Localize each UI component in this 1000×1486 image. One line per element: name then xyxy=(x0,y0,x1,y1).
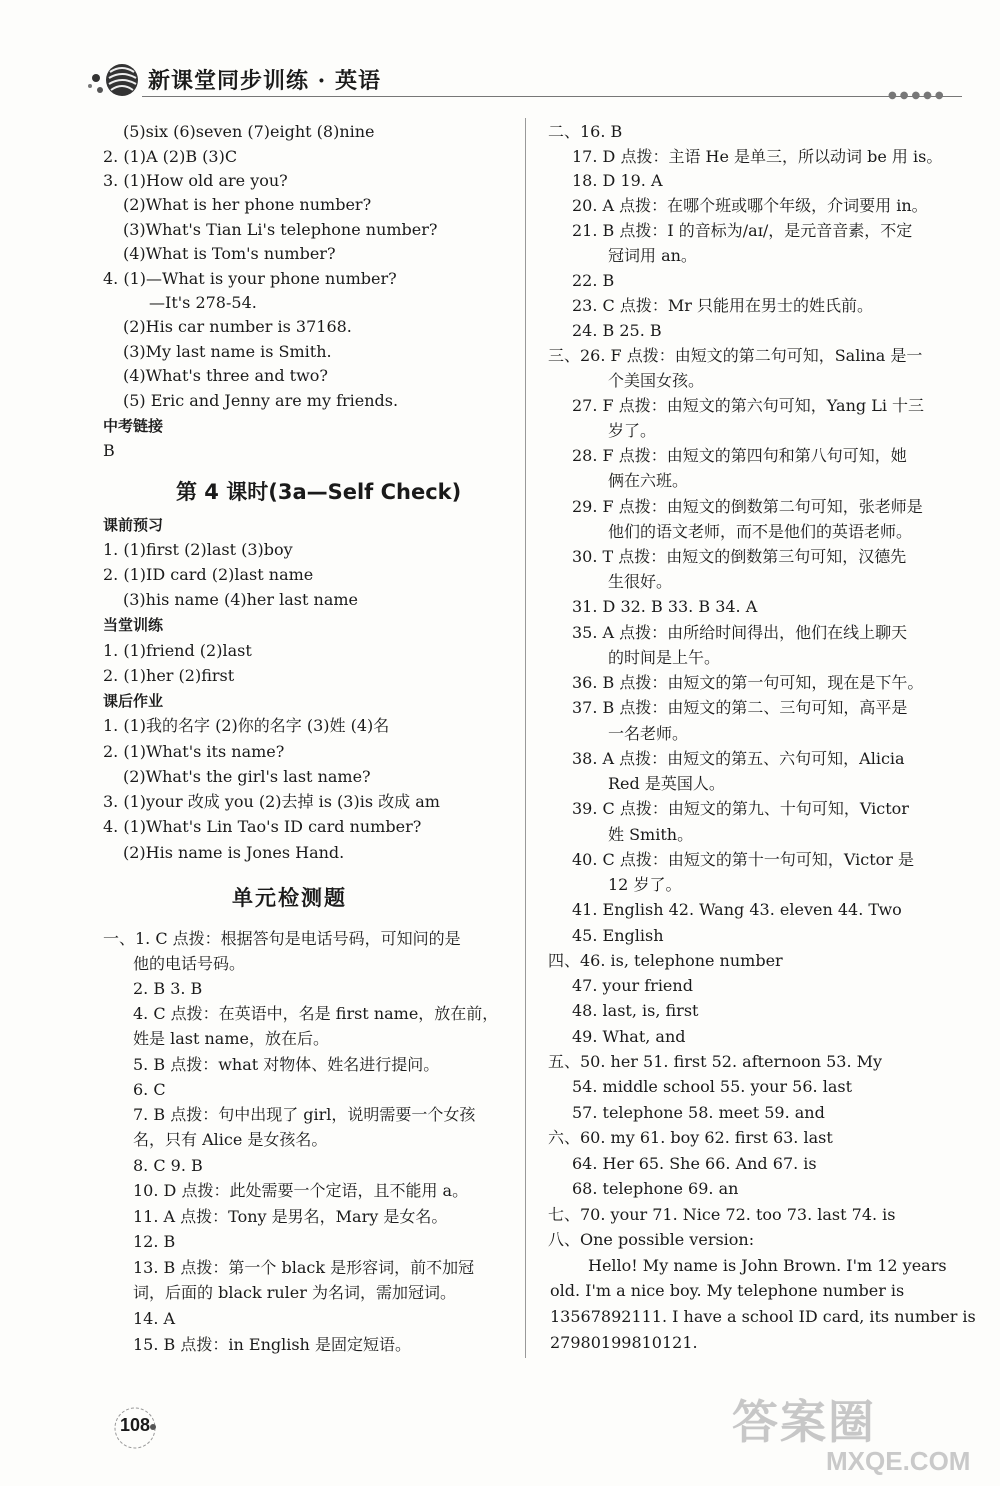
answer-line: 57. telephone 58. meet 59. and xyxy=(572,1103,825,1122)
answer-line: 八、One possible version: xyxy=(548,1230,755,1249)
answer-line: 七、70. your 71. Nice 72. too 73. last 74. is xyxy=(548,1205,896,1224)
section-label: 当堂训练 xyxy=(103,616,164,634)
answer-line: 他们的语文老师，而不是他们的英语老师。 xyxy=(608,522,913,541)
watermark-logo-text: 答案圈 xyxy=(732,1395,876,1449)
answer-line: 2. (1)her (2)first xyxy=(103,666,235,685)
answer-line: (2)What's the girl's last name? xyxy=(123,767,371,786)
answer-line: 41. English 42. Wang 43. eleven 44. Two xyxy=(572,900,902,919)
header-title: 新课堂同步训练 · 英语 xyxy=(148,68,381,94)
answer-line: 29. F 点拨：由短文的倒数第二句可知，张老师是 xyxy=(572,497,923,516)
page-header xyxy=(80,58,960,102)
answer-line: 12 岁了。 xyxy=(608,875,682,894)
answer-line: 7. B 点拨：句中出现了 girl，说明需要一个女孩 xyxy=(133,1105,476,1124)
answer-line: (2)His car number is 37168. xyxy=(123,317,352,336)
answer-line: 22. B xyxy=(572,271,615,290)
answer-line: (2)What is her phone number? xyxy=(123,195,372,214)
answer-line: 35. A 点拨：由所给时间得出，他们在线上聊天 xyxy=(572,623,908,642)
answer-line: 31. D 32. B 33. B 34. A xyxy=(572,597,758,616)
answer-line: (3)What's Tian Li's telephone number? xyxy=(123,220,438,239)
answer-line: 27980199810121. xyxy=(550,1333,698,1352)
answer-line: (5) Eric and Jenny are my friends. xyxy=(123,391,399,410)
answer-line: 个美国女孩。 xyxy=(608,371,705,390)
answer-line: 俩在六班。 xyxy=(608,471,689,490)
answer-line: 4. (1)—What is your phone number? xyxy=(103,269,397,288)
watermark xyxy=(718,1386,980,1478)
answer-line: 四、46. is, telephone number xyxy=(548,951,783,970)
section-label: 课后作业 xyxy=(103,692,164,710)
answer-line: 36. B 点拨：由短文的第一句可知，现在是下午。 xyxy=(572,673,924,692)
answer-line: (5)six (6)seven (7)eight (8)nine xyxy=(123,122,375,141)
answer-line: 一名老师。 xyxy=(608,724,689,743)
page-number xyxy=(112,1405,158,1451)
answer-line: 5. B 点拨：what 对物体、姓名进行提问。 xyxy=(133,1055,440,1074)
answer-line: 17. D 点拨：主语 He 是单三，所以动词 be 用 is。 xyxy=(572,147,943,166)
answer-line: 4. (1)What's Lin Tao's ID card number? xyxy=(103,817,422,836)
answer-line: —It's 278-54. xyxy=(149,293,257,312)
answer-line: 13567892111. I have a school ID card, its number is xyxy=(550,1307,976,1326)
answer-line: 28. F 点拨：由短文的第四句和第八句可知，她 xyxy=(572,446,907,465)
section-label: 课前预习 xyxy=(103,516,164,534)
answer-line: 他的电话号码。 xyxy=(133,954,246,973)
header-dots: ●●●●● xyxy=(888,90,947,101)
answer-line: 20. A 点拨：在哪个班或哪个年级，介词要用 in。 xyxy=(572,196,928,215)
answer-line: Red 是英国人。 xyxy=(608,774,725,793)
answer-line: 23. C 点拨：Mr 只能用在男士的姓氏前。 xyxy=(572,296,873,315)
answer-line: (4)What is Tom's number? xyxy=(123,244,336,263)
lesson-heading: 第 4 课时(3a—Self Check) xyxy=(176,480,462,504)
answer-line: 54. middle school 55. your 56. last xyxy=(572,1077,852,1096)
answer-line: 3. (1)your 改成 you (2)去掉 is (3)is 改成 am xyxy=(103,792,440,811)
answer-line: 8. C 9. B xyxy=(133,1156,203,1175)
answer-line: 47. your friend xyxy=(572,976,693,995)
answer-line: 38. A 点拨：由短文的第五、六句可知，Alicia xyxy=(572,749,905,768)
answer-line: 词，后面的 black ruler 为名词，需加冠词。 xyxy=(133,1283,457,1302)
answer-line: 15. B 点拨：in English 是固定短语。 xyxy=(133,1335,411,1354)
answer-line: 48. last, is, first xyxy=(572,1001,699,1020)
answer-line: B xyxy=(103,441,115,460)
answer-line: 27. F 点拨：由短文的第六句可知，Yang Li 十三 xyxy=(572,396,925,415)
section-label: 中考链接 xyxy=(103,417,164,435)
answer-line: 1. (1)我的名字 (2)你的名字 (3)姓 (4)名 xyxy=(103,716,390,735)
answer-line: 岁了。 xyxy=(608,421,657,440)
answer-line: 64. Her 65. She 66. And 67. is xyxy=(572,1154,817,1173)
answer-line: 30. T 点拨：由短文的倒数第三句可知，汉德先 xyxy=(572,547,907,566)
answer-line: 49. What, and xyxy=(572,1027,686,1046)
answer-line: 姓 Smith。 xyxy=(608,825,694,844)
answer-line: (2)His name is Jones Hand. xyxy=(123,843,345,862)
answer-line: 姓是 last name，放在后。 xyxy=(133,1029,329,1048)
answer-line: 2. (1)ID card (2)last name xyxy=(103,565,314,584)
answer-line: 39. C 点拨：由短文的第九、十句可知，Victor xyxy=(572,799,909,818)
answer-line: (3)his name (4)her last name xyxy=(123,590,358,609)
answer-line: 二、16. B xyxy=(548,122,623,141)
answer-line: 五、50. her 51. first 52. afternoon 53. My xyxy=(548,1052,883,1071)
answer-line: 13. B 点拨：第一个 black 是形容词，前不加冠 xyxy=(133,1258,475,1277)
answer-line: 2. (1)What's its name? xyxy=(103,742,285,761)
unit-test-heading: 单元检测题 xyxy=(232,886,347,910)
column-divider xyxy=(525,118,526,1358)
answer-line: 冠词用 an。 xyxy=(608,246,697,265)
answer-line: 37. B 点拨：由短文的第二、三句可知，高平是 xyxy=(572,698,908,717)
answer-line: old. I'm a nice boy. My telephone number is xyxy=(550,1281,905,1300)
answer-line: 1. (1)friend (2)last xyxy=(103,641,252,660)
answer-line: 6. C xyxy=(133,1080,166,1099)
answer-line: 2. B 3. B xyxy=(133,979,203,998)
answer-line: 生很好。 xyxy=(608,572,673,591)
answer-line: 14. A xyxy=(133,1309,176,1328)
answer-line: 2. (1)A (2)B (3)C xyxy=(103,147,238,166)
answer-line: 一、1. C 点拨：根据答句是电话号码，可知问的是 xyxy=(103,929,461,948)
answer-line: 的时间是上午。 xyxy=(608,648,721,667)
book-logo-icon xyxy=(84,60,140,100)
answer-line: 68. telephone 69. an xyxy=(572,1179,739,1198)
header-rule xyxy=(142,96,962,97)
answer-line: 六、60. my 61. boy 62. first 63. last xyxy=(548,1128,833,1147)
answer-line: (3)My last name is Smith. xyxy=(123,342,332,361)
answer-line: 21. B 点拨：I 的音标为/aɪ/，是元音音素，不定 xyxy=(572,221,913,240)
answer-line: 10. D 点拨：此处需要一个定语，且不能用 a。 xyxy=(133,1181,469,1200)
watermark-url: MXQE.COM xyxy=(826,1446,971,1476)
page-number-text: 108 xyxy=(120,1415,151,1435)
answer-line: Hello! My name is John Brown. I'm 12 years xyxy=(588,1256,947,1275)
answer-line: 4. C 点拨：在英语中，名是 first name，放在前， xyxy=(133,1004,499,1023)
answer-line: 1. (1)first (2)last (3)boy xyxy=(103,540,293,559)
answer-line: 45. English xyxy=(572,926,664,945)
answer-line: 24. B 25. B xyxy=(572,321,662,340)
answer-line: 3. (1)How old are you? xyxy=(103,171,288,190)
answer-line: 名，只有 Alice 是女孩名。 xyxy=(133,1130,328,1149)
answer-line: 12. B xyxy=(133,1232,176,1251)
answer-line: 三、26. F 点拨：由短文的第二句可知，Salina 是一 xyxy=(548,346,923,365)
answer-line: 11. A 点拨：Tony 是男名，Mary 是女名。 xyxy=(133,1207,448,1226)
answer-line: 40. C 点拨：由短文的第十一句可知，Victor 是 xyxy=(572,850,915,869)
answer-line: (4)What's three and two? xyxy=(123,366,328,385)
answer-line: 18. D 19. A xyxy=(572,171,663,190)
